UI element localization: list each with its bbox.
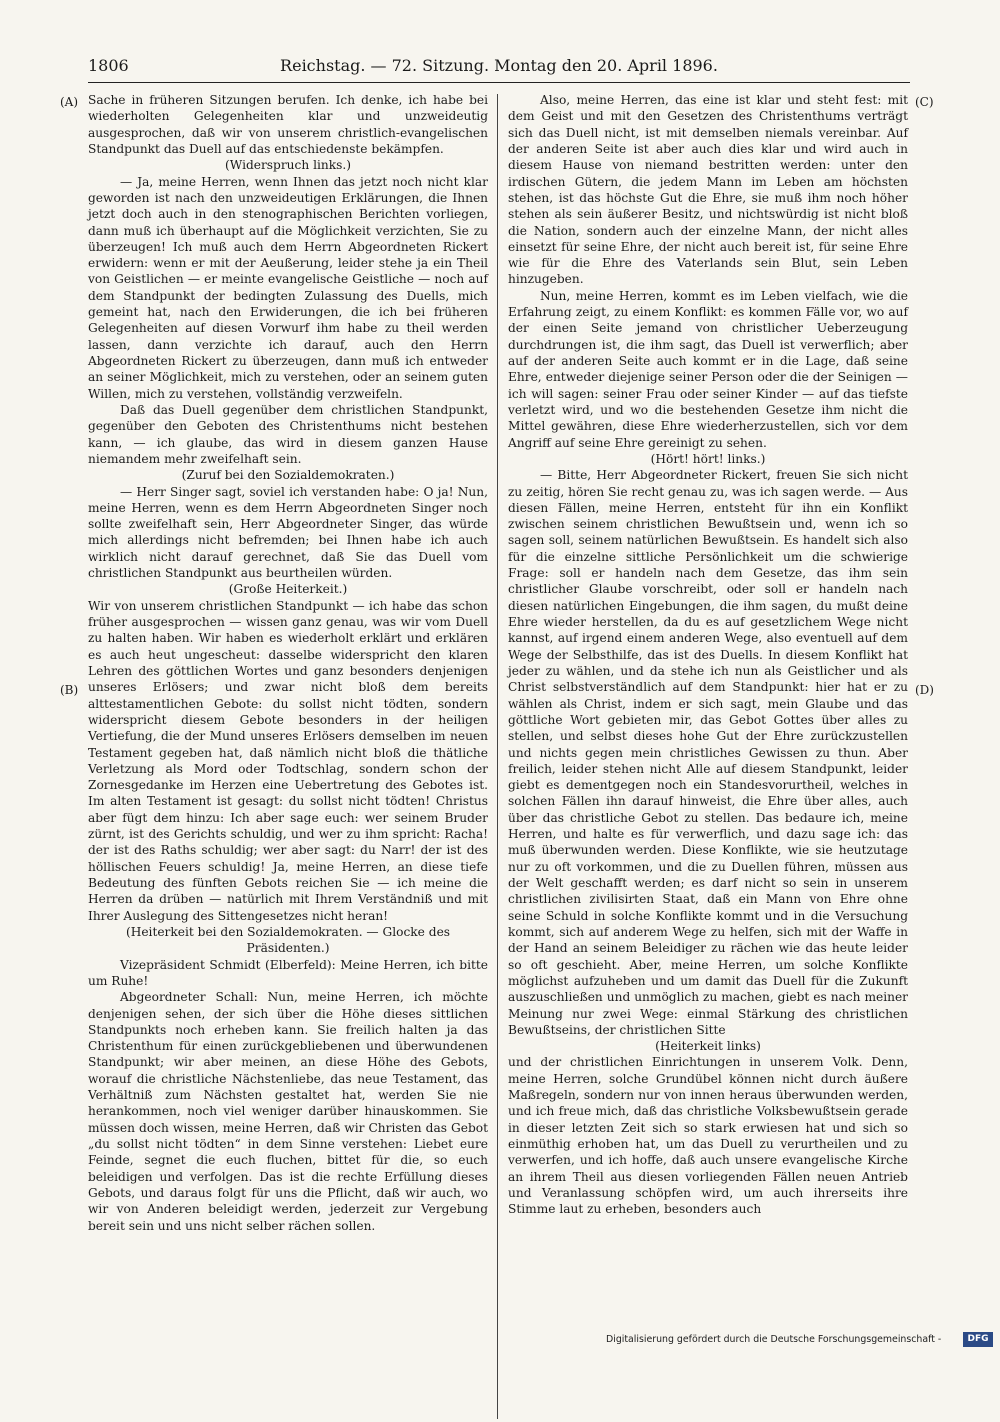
speaker-paragraph: Vizepräsident Schmidt (Elberfeld): Meine Herren, ich bitte um Ruhe!	[88, 957, 488, 988]
page-header	[88, 56, 910, 78]
margin-mark-b: (B)	[60, 683, 79, 697]
left-column	[88, 92, 488, 1422]
dfg-logo: DFG	[963, 1332, 993, 1347]
stage-direction: (Hört! hört! links.)	[650, 451, 766, 466]
column-divider	[497, 94, 498, 1419]
header-rule	[88, 82, 910, 83]
running-title: Reichstag. — 72. Sitzung. Montag den 20. April 1896.	[280, 56, 718, 75]
digitization-credit: Digitalisierung gefördert durch die Deutsche Forschungsgemeinschaft -	[606, 1334, 942, 1345]
paragraph: Sache in früheren Sitzungen berufen. Ich denke, ich habe bei wiederholten Gelegenheiten klar und unzweideutig ausgesprochen, daß wir von unserem christlich-evangelischen Standpunkt das Duell auf das entschiedenste bekämpfen.	[88, 93, 488, 156]
paragraph: und der christlichen Einrichtungen in unserem Volk. Denn, meine Herren, solche Grundübel können nicht durch äußere Maßregeln, sondern nur von innen heraus überwunden werden, und ich freue mich, daß das christliche Volksbewußtsein gerade in dieser letzten Zeit sich so stark erwiesen hat und sich so einmüthig erhoben hat, um das Duell zu verurtheilen und zu verwerfen, und ich hoffe, daß auch unsere evangelische Kirche an ihrem Theil aus diesen vorliegenden Fällen neuen Antrieb und Veranlassung schöpfen wird, um auch ihrerseits ihre Stimme laut zu erheben, besonders auch	[508, 1055, 908, 1217]
stage-direction: (Heiterkeit bei den Sozialdemokraten. — Glocke des Präsidenten.)	[125, 924, 451, 956]
margin-mark-d: (D)	[915, 683, 934, 697]
page-number: 1806	[88, 56, 129, 75]
paragraph: — Herr Singer sagt, soviel ich verstanden habe: O ja! Nun, meine Herren, wenn es dem Herrn Abgeordneten Singer noch sollte zweifelhaft sein, Herr Abgeordneter Singer, das würde mich allerdings nicht befremden; bei Ihnen habe ich auch wirklich nicht darauf gerechnet, daß Sie das Duell vom christlichen Standpunkt aus beurtheilen würden.	[88, 484, 488, 581]
speaker-paragraph: Abgeordneter Schall: Nun, meine Herren, ich möchte denjenigen sehen, der sich über die Höhe dieses sittlichen Standpunkts noch erheben kann. Sie freilich halten ja das Christenthum für einen zurückgebliebenen und überwundenen Standpunkt; wir aber meinen, an diese Höhe des Gebots, worauf die christliche Nächstenliebe, das neue Testament, das Verhältniß zum Nächsten gestaltet hat, werden Sie nie herankommen, noch viel weniger darüber hinauskommen. Sie müssen doch wissen, meine Herren, daß wir Christen das Gebot „du sollst nicht tödten“ in dem Sinne verstehen: Liebet eure Feinde, segnet die euch fluchen, bittet für die, so euch beleidigen und verfolgen. Das ist die rechte Erfüllung dieses Gebots, und daraus folgt für uns die Pflicht, daß wir auch, wo wir von Anderen beleidigt werden, jederzeit zur Vergebung bereit sein und uns nicht selber rächen sollen.	[88, 990, 488, 1233]
margin-mark-a: (A)	[60, 95, 79, 109]
paragraph: — Bitte, Herr Abgeordneter Rickert, freuen Sie sich nicht zu zeitig, hören Sie recht genau zu, was ich sagen werde. — Aus diesen Fällen, meine Herren, entsteht für ihn ein Konflikt zwischen seinem christlichen Bewußtsein und, wenn ich so sagen soll, seinem natürlichen Bewußtsein. Es handelt sich also für die einzelne sittliche Persönlichkeit um die schwierige Frage: soll er handeln nach dem Gesetze, das ihm sein christlicher Glaube vorschreibt, oder soll er handeln nach diesen natürlichen Eingebungen, die ihm sagen, du mußt deine Ehre wieder herstellen, da du es auf gesetzlichem Wege nicht kannst, auf irgend einem anderen Wege, also eventuell auf dem Wege der Selbsthilfe, das ist des Duells. In diesem Konflikt hat jeder zu wählen, und da stehe ich nun als Geistlicher und als Christ selbstverständlich auf dem Standpunkt: hier hat er zu wählen als Christ, indem er sich sagt, mein Glaube und das göttliche Wort gebieten mir, das Gebot Gottes über alles zu stellen, und selbst dieses hohe Gut der Ehre zurückzustellen und nichts gegen mein christliches Gewissen zu thun. Aber freilich, leider stehen nicht Alle auf diesem Standpunkt, leider giebt es dementgegen noch ein Standesvorurtheil, welches in solchen Fällen ihn darauf hinweist, die Ehre über alles, auch über das christliche Gebot zu stellen. Das bedaure ich, meine Herren, und halte es für verwerflich, und dazu sage ich: das muß überwunden werden. Diese Konflikte, wie sie heutzutage nur zu oft vorkommen, und die zu Duellen führen, müssen aus der Welt geschafft werden; es darf nicht so sein in unserem christlichen zivilisirten Staat, daß ein Mann von Ehre ohne seine Schuld in solche Konflikte kommt und in die Versuchung kommt, sich auf anderem Wege zu helfen, sich mit der Waffe in der Hand an seinem Beleidiger zu rächen wie das heute leider so oft geschieht. Aber, meine Herren, um solche Konflikte möglichst aufzuheben und um damit das Duell für die Zukunft auszuschließen und unmöglich zu machen, giebt es nach meiner Meinung nur zwei Wege: einmal Stärkung des christlichen Bewußtseins, der christlichen Sitte	[508, 468, 908, 1037]
paragraph: Daß das Duell gegenüber dem christlichen Standpunkt, gegenüber den Geboten des Christenthums nicht bestehen kann, — ich glaube, das wird in diesem ganzen Hause niemandem mehr zweifelhaft sein.	[88, 402, 488, 466]
stage-direction: (Heiterkeit links)	[655, 1039, 761, 1054]
margin-mark-c: (C)	[915, 95, 934, 109]
stage-direction: (Widerspruch links.)	[225, 158, 351, 173]
paragraph: Also, meine Herren, das eine ist klar und steht fest: mit dem Geist und mit den Gesetzen des Christenthums verträgt sich das Duell nicht, ist mit demselben niemals vereinbar. Auf der anderen Seite ist aber auch dies klar und wird auch in diesem Hause von niemand bestritten werden: unter den irdischen Gütern, die jedem Mann im Leben am höchsten stehen, ist das höchste Gut die Ehre, sie muß ihm noch höher stehen als sein äußerer Besitz, und nichtswürdig ist nicht bloß die Nation, sondern auch der einzelne Mann, der nicht alles einsetzt für seine Ehre, der nicht auch bereit ist, für seine Ehre wie für die Ehre des Vaterlands sein Blut, sein Leben hinzugeben.	[508, 93, 908, 287]
paragraph: Nun, meine Herren, kommt es im Leben vielfach, wie die Erfahrung zeigt, zu einem Konflikt: es kommen Fälle vor, wo auf der einen Seite jemand von christlicher Ueberzeugung durchdrungen ist, die ihm sagt, das Duell ist verwerflich; aber auf der anderen Seite auch kommt er in die Lage, daß seine Ehre, entweder diejenige seiner Person oder die der Seinigen — ich will sagen: seiner Frau oder seiner Kinder — auf das tiefste verletzt wird, und wo die bestehenden Gesetze ihm nicht die Mittel gewähren, diese Ehre wiederherzustellen, sich vor dem Angriff auf seine Ehre gereinigt zu sehen.	[508, 288, 908, 450]
right-column	[508, 92, 908, 1422]
paragraph: — Ja, meine Herren, wenn Ihnen das jetzt noch nicht klar geworden ist nach den unzweideutigen Erklärungen, die Ihnen jetzt doch auch in den stenographischen Berichten vorliegen, dann muß ich überhaupt auf die Möglichkeit verzichten, Sie zu überzeugen! Ich muß auch dem Herrn Abgeordneten Rickert erwidern: wenn er mit der Aeußerung, leider stehe ja ein Theil von Geistlichen — er meinte evangelische Geistliche — noch auf dem Standpunkt der bedingten Zulassung des Duells, mich gemeint hat, nach den Erwiderungen, die ich bei früheren Gelegenheiten auf diesen Vorwurf ihm habe zu theil werden lassen, dann verzichte ich darauf, auch den Herrn Abgeordneten Rickert zu überzeugen, dann muß ich entweder an seiner Möglichkeit, mich zu verstehen, oder an seinem guten Willen, mich zu verstehen, vollständig verzweifeln.	[88, 174, 488, 401]
stage-direction: (Zuruf bei den Sozialdemokraten.)	[181, 468, 395, 483]
paragraph: Wir von unserem christlichen Standpunkt — ich habe das schon früher ausgesprochen — wissen ganz genau, was wir vom Duell zu halten haben. Wir haben es wiederholt erklärt und erklären es auch heut ungescheut: dasselbe widerspricht den klaren Lehren des göttlichen Wortes und ganz besonders denjenigen unseres Erlösers; und zwar nicht bloß dem bereits alttestamentlichen Gebote: du sollst nicht tödten, sondern widerspricht diesem Gebote besonders in der heiligen Vertiefung, die der Mund unseres Erlösers demselben im neuen Testament gegeben hat, daß nämlich nicht bloß die thätliche Verletzung als Mord oder Todtschlag, sondern schon der Zornesgedanke im Herzen eine Uebertretung des Gebotes ist. Im alten Testament ist gesagt: du sollst nicht tödten! Christus aber fügt dem hinzu: Ich aber sage euch: wer seinem Bruder zürnt, ist des Gerichts schuldig, und wer zu ihm spricht: Racha! der ist des Raths schuldig; wer aber sagt: du Narr! der ist des höllischen Feuers schuldig! Ja, meine Herren, an diese tiefe Bedeutung des fünften Gebots reichen Sie — ich meine die Herren da drüben — natürlich mit Ihrem Verständniß und mit Ihrer Auslegung des Sittengesetzes nicht heran!	[88, 598, 488, 923]
stage-direction: (Große Heiterkeit.)	[228, 582, 348, 597]
